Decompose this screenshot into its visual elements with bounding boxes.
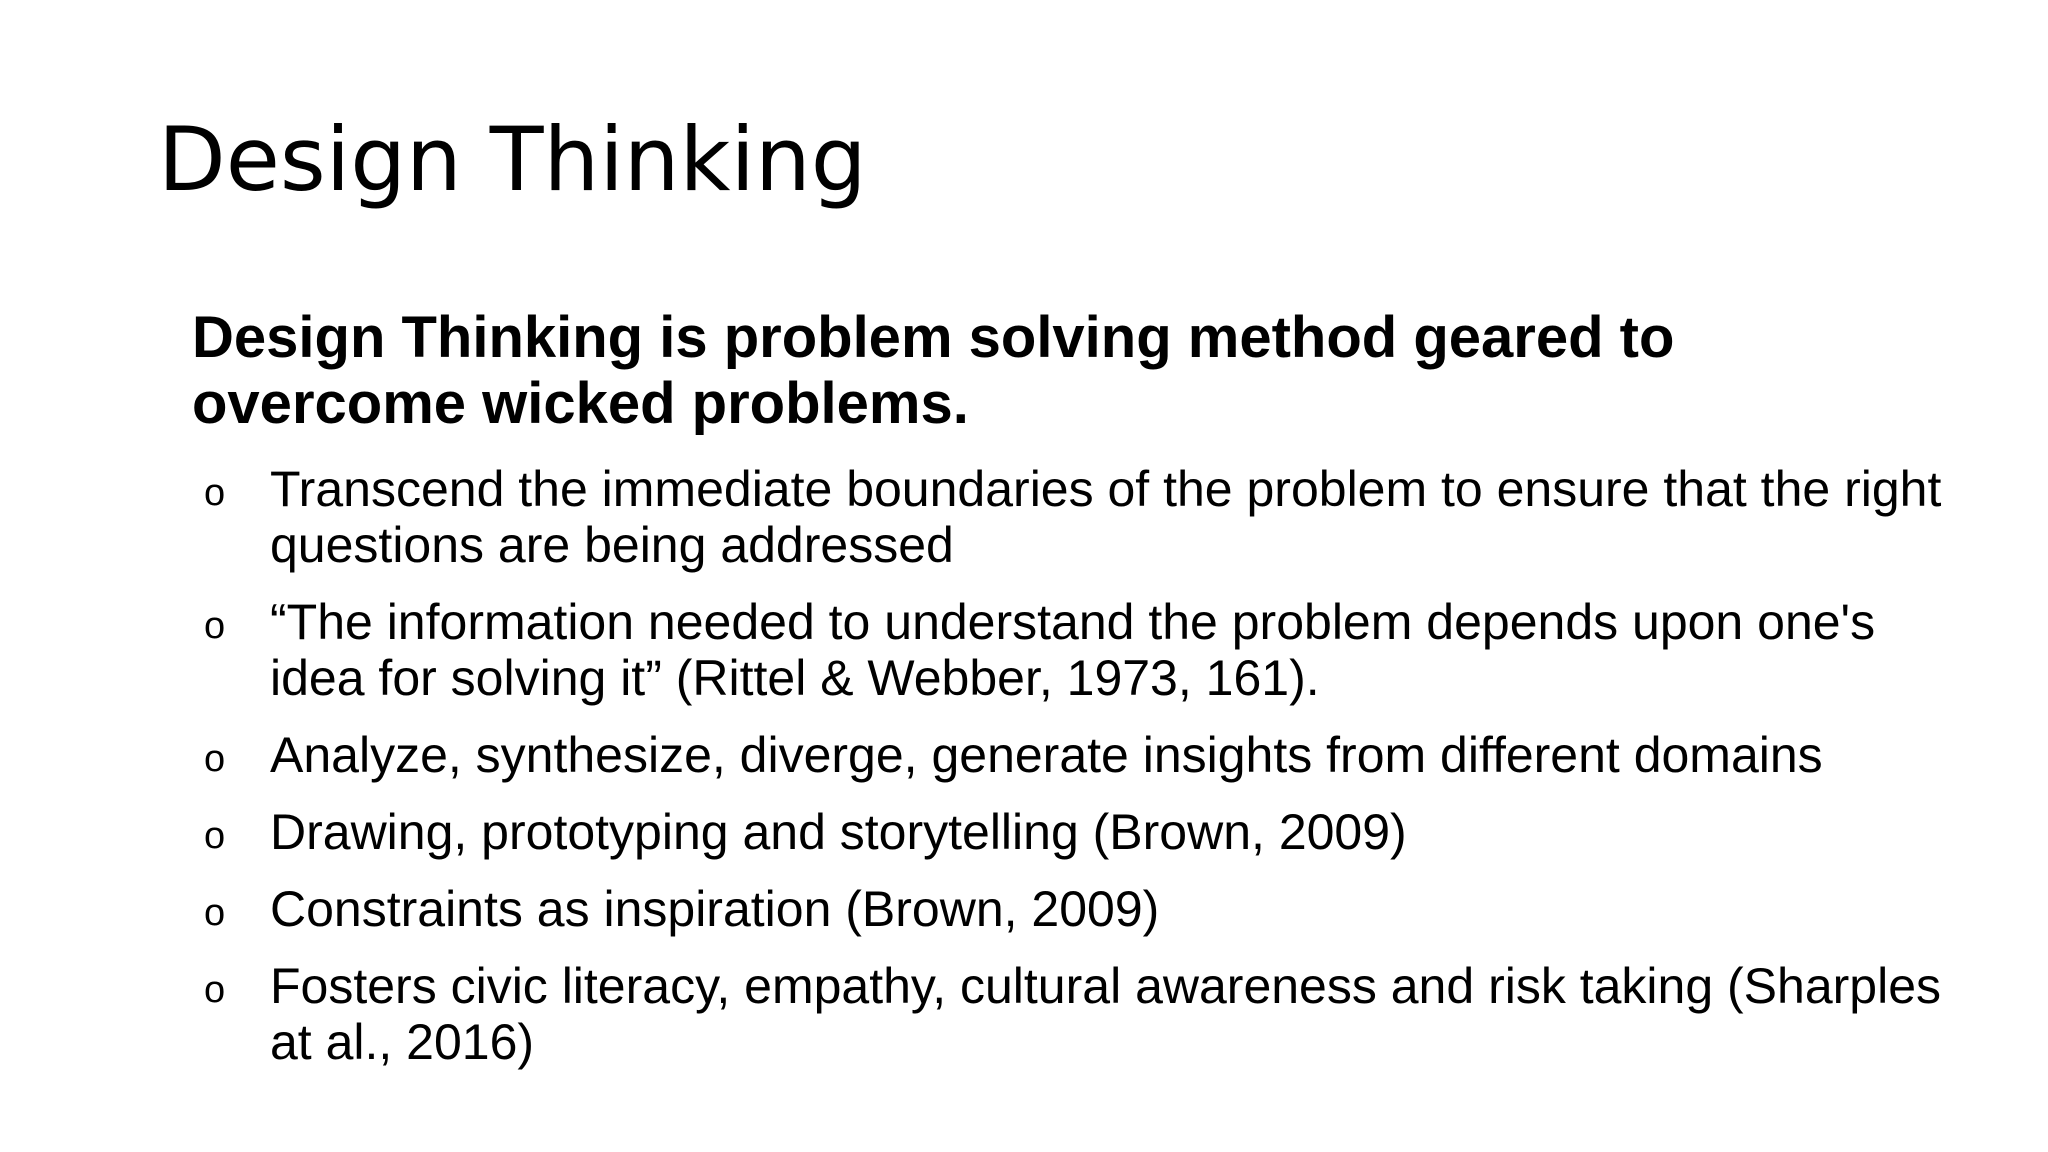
bullet-text: Fosters civic literacy, empathy, cultural awareness and risk taking (Sharples at al., 2016) bbox=[270, 958, 1942, 1070]
bullet-item bbox=[192, 958, 1952, 1070]
bullet-item bbox=[192, 881, 1952, 937]
bullet-item bbox=[192, 461, 1952, 573]
bullet-item bbox=[192, 727, 1952, 783]
bullet-text: Drawing, prototyping and storytelling (Brown, 2009) bbox=[270, 804, 1407, 860]
hollow-circle-bullet-icon: o bbox=[204, 605, 226, 647]
hollow-circle-bullet-icon: o bbox=[204, 738, 226, 780]
lead-statement: Design Thinking is problem solving method geared to overcome wicked problems. bbox=[192, 305, 1675, 436]
slide-title: Design Thinking bbox=[158, 108, 867, 211]
bullet-item bbox=[192, 804, 1952, 860]
bullet-text: “The information needed to understand the problem depends upon one's idea for solving it” (Rittel & Webber, 1973, 161). bbox=[270, 594, 1876, 706]
bullet-text: Analyze, synthesize, diverge, generate insights from different domains bbox=[270, 727, 1823, 783]
bullet-text: Constraints as inspiration (Brown, 2009) bbox=[270, 881, 1160, 937]
hollow-circle-bullet-icon: o bbox=[204, 472, 226, 514]
bullet-item bbox=[192, 594, 1952, 706]
bullet-list bbox=[192, 461, 1952, 1070]
hollow-circle-bullet-icon: o bbox=[204, 892, 226, 934]
hollow-circle-bullet-icon: o bbox=[204, 969, 226, 1011]
bullet-text: Transcend the immediate boundaries of the problem to ensure that the right questions are being addressed bbox=[270, 461, 1942, 573]
slide-body bbox=[192, 305, 1952, 1091]
hollow-circle-bullet-icon: o bbox=[204, 815, 226, 857]
